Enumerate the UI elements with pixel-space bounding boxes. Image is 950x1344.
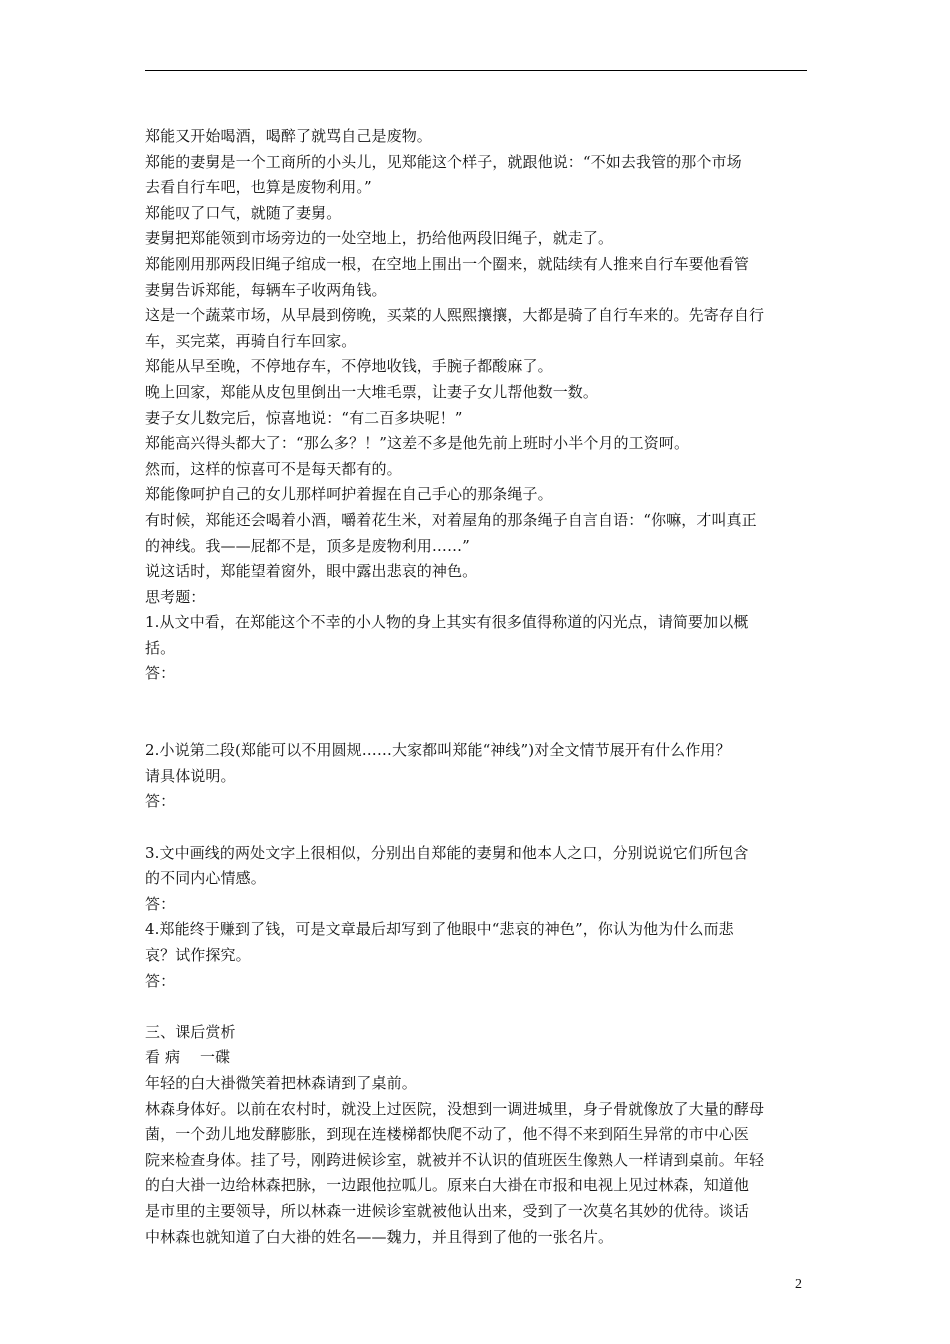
header-rule xyxy=(145,70,807,71)
question-2: 2.小说第二段(郑能可以不用圆规……大家都叫郑能“神线”)对全文情节展开有什么作用？ xyxy=(145,741,731,760)
text-line: 院来检查身体。挂了号，刚跨进候诊室，就被并不认识的值班医生像熟人一样请到桌前。年轻 xyxy=(145,1150,765,1169)
text-line: 妻舅告诉郑能，每辆车子收两角钱。 xyxy=(145,280,387,299)
answer-label: 答： xyxy=(145,792,176,811)
answer-label: 答： xyxy=(145,971,176,990)
text-line: 菌，一个劲儿地发酵膨胀，到现在连楼梯都快爬不动了，他不得不来到陌生异常的市中心医 xyxy=(145,1125,750,1144)
text-line: 晚上回家，郑能从皮包里倒出一大堆毛票，让妻子女儿帮他数一数。 xyxy=(145,382,599,401)
section-heading: 三、课后赏析 xyxy=(145,1022,236,1041)
text-line: 妻舅把郑能领到市场旁边的一处空地上，扔给他两段旧绳子，就走了。 xyxy=(145,229,614,248)
question-4-cont: 哀？试作探究。 xyxy=(145,946,251,964)
text-line: 的神线。我——屁都不是，顶多是废物利用……” xyxy=(145,536,470,555)
question-3: 3.文中画线的两处文字上很相似，分别出自郑能的妻舅和他本人之口，分别说说它们所包含 xyxy=(145,843,749,862)
answer-label: 答： xyxy=(145,664,176,683)
text-line: 郑能的妻舅是一个工商所的小头儿，见郑能这个样子，就跟他说：“不如去我管的那个市场 xyxy=(145,152,742,171)
text-line: 妻子女儿数完后，惊喜地说：“有二百多块呢！” xyxy=(145,408,463,427)
text-line: 有时候，郑能还会喝着小酒，嚼着花生米，对着屋角的那条绳子自言自语：“你嘛，才叫真正 xyxy=(145,510,757,529)
story-title: 看 病 一碟 xyxy=(145,1048,231,1067)
answer-space xyxy=(145,713,807,739)
text-line: 郑能高兴得头都大了：“那么多？！”这差不多是他先前上班时小半个月的工资呵。 xyxy=(145,434,690,453)
text-line: 郑能刚用那两段旧绳子绾成一根，在空地上围出一个圈来，就陆续有人推来自行车要他看管 xyxy=(145,254,750,273)
text-line: 年轻的白大褂微笑着把林森请到了桌前。 xyxy=(145,1073,417,1092)
text-line: 郑能从早至晚，不停地存车，不停地收钱，手腕子都酸麻了。 xyxy=(145,357,553,376)
questions-section xyxy=(145,585,807,1020)
text-line: 这是一个蔬菜市场，从早晨到傍晚，买菜的人熙熙攘攘，大都是骑了自行车来的。先寄存自行 xyxy=(145,306,765,325)
text-line: 郑能又开始喝酒，喝醉了就骂自己是废物。 xyxy=(145,127,432,145)
text-line: 郑能叹了口气，就随了妻舅。 xyxy=(145,203,342,222)
answer-space xyxy=(145,994,807,1020)
question-1: 1.从文中看，在郑能这个不幸的小人物的身上其实有很多值得称道的闪光点，请简要加以概 xyxy=(145,613,749,632)
text-line: 中林森也就知道了白大褂的姓名——魏力，并且得到了他的一张名片。 xyxy=(145,1227,614,1246)
text-line: 去看自行车吧，也算是废物利用。” xyxy=(145,178,372,197)
text-line: 车，买完菜，再骑自行车回家。 xyxy=(145,331,357,350)
questions-heading: 思考题： xyxy=(145,587,206,606)
answer-space xyxy=(145,687,807,713)
text-line: 说这话时，郑能望着窗外，眼中露出悲哀的神色。 xyxy=(145,562,478,581)
section-3 xyxy=(145,1020,807,1250)
text-line: 的白大褂一边给林森把脉，一边跟他拉呱儿。原来白大褂在市报和电视上见过林森，知道他 xyxy=(145,1176,750,1195)
text-line: 郑能像呵护自己的女儿那样呵护着握在自己手心的那条绳子。 xyxy=(145,485,553,504)
page-content xyxy=(145,124,807,1250)
story-paragraphs xyxy=(145,124,807,585)
text-line: 是市里的主要领导，所以林森一进候诊室就被他认出来，受到了一次莫名其妙的优待。谈话 xyxy=(145,1201,750,1220)
page-number: 2 xyxy=(795,1277,802,1292)
answer-space xyxy=(145,815,807,841)
question-1-cont: 括。 xyxy=(145,638,176,657)
question-2-cont: 请具体说明。 xyxy=(145,766,236,785)
answer-label: 答： xyxy=(145,894,176,913)
question-3-cont: 的不同内心情感。 xyxy=(145,869,266,888)
text-line: 然而，这样的惊喜可不是每天都有的。 xyxy=(145,459,402,478)
question-4: 4.郑能终于赚到了钱，可是文章最后却写到了他眼中“悲哀的神色”，你认为他为什么而悲 xyxy=(145,920,734,939)
text-line: 林森身体好。以前在农村时，就没上过医院，没想到一调进城里，身子骨就像放了大量的酵母 xyxy=(145,1099,765,1118)
